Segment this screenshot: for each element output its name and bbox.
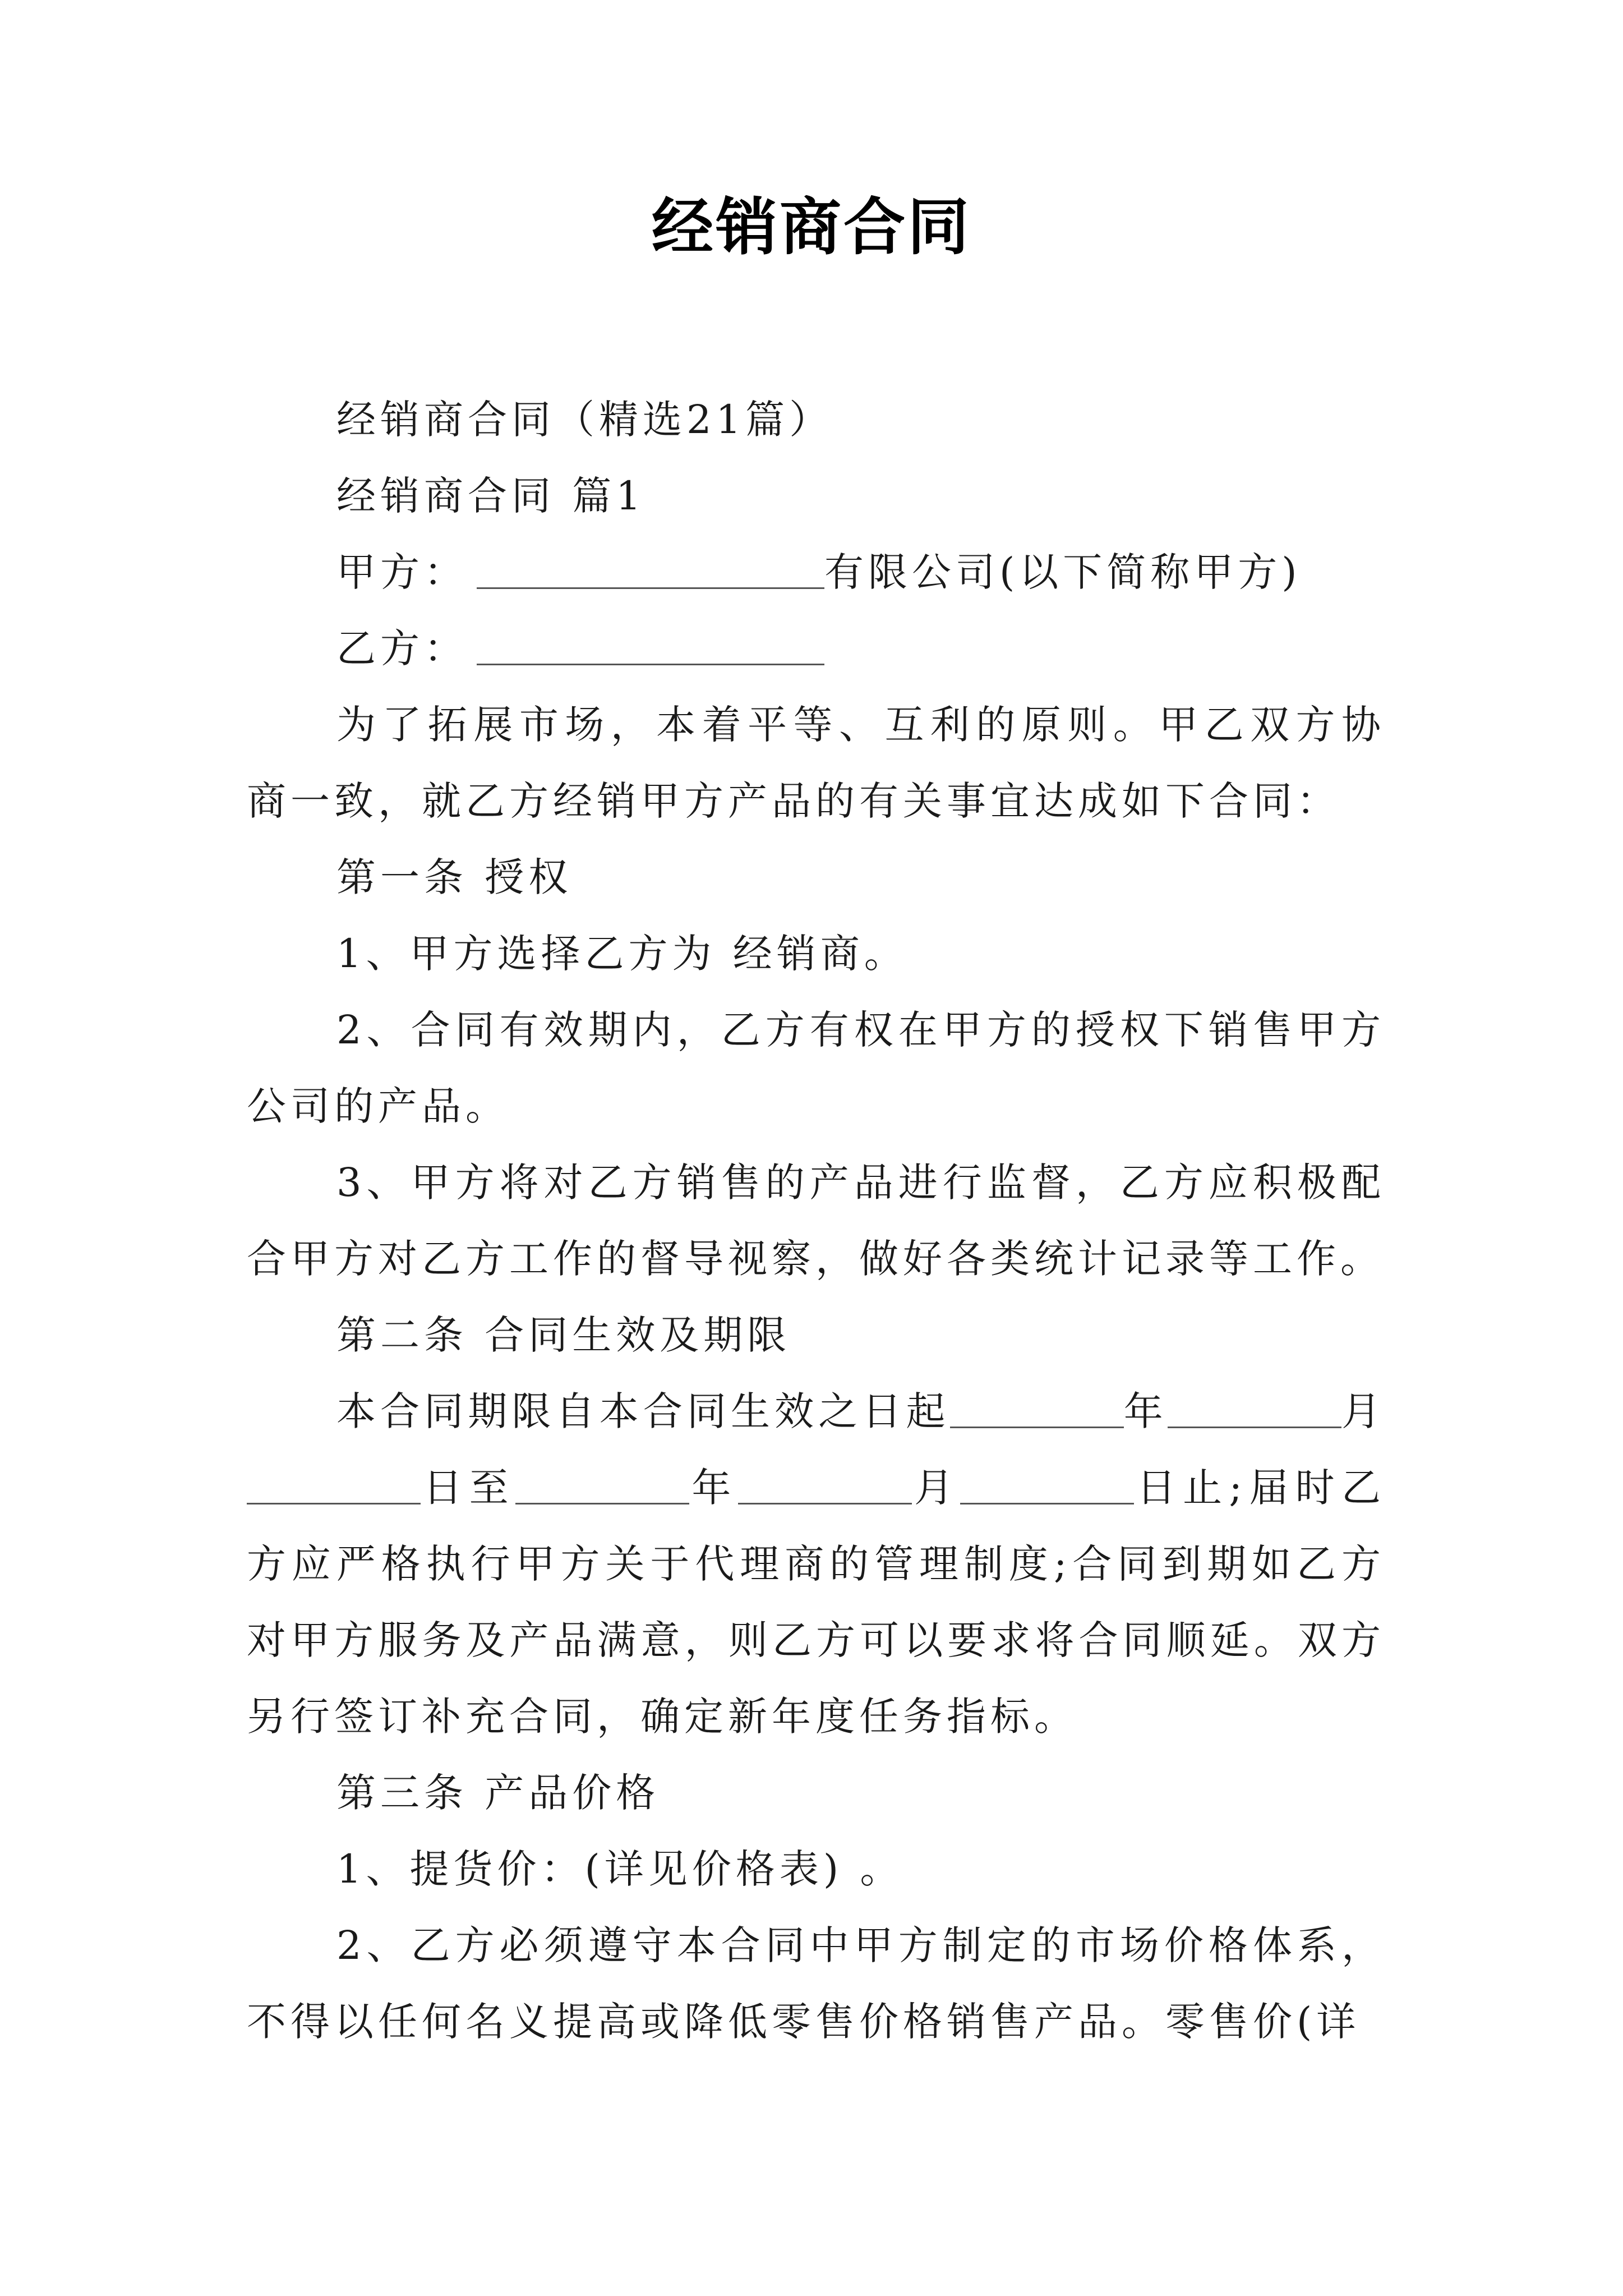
party-b-label: 乙方：: [336, 625, 468, 671]
article1-item-3: 3、甲方将对乙方销售的产品进行监督，乙方应积极配合甲方对乙方工作的督导视察，做好各类统计记录等工作。: [247, 1159, 1385, 1282]
term-month-2: 月: [911, 1465, 961, 1511]
term-day-2: 日止;届时乙方应严格执行甲方关于代理商的管理制度;合同到期如乙方对甲方服务及产品满意，则乙方可以要求将合同顺延。双方另行签订补充合同，确定新年度任务指标。: [247, 1465, 1386, 1740]
party-a-blank: [477, 542, 824, 589]
party-a-label: 甲方：: [336, 549, 468, 595]
start-month-blank: [1168, 1382, 1341, 1428]
term-day-1: 日至: [421, 1465, 516, 1511]
document-body: [247, 381, 1385, 2060]
party-b-blank: [477, 619, 824, 665]
document-title: 经销商合同: [652, 191, 971, 263]
term-year-1: 年: [1123, 1388, 1168, 1434]
start-day-blank: [247, 1458, 421, 1504]
article3-heading: 第三条 产品价格: [336, 1770, 660, 1816]
party-a-line: [247, 534, 1385, 610]
end-day-blank: [960, 1458, 1134, 1504]
article2-heading: 第二条 合同生效及期限: [336, 1312, 791, 1358]
document-subtitle: 经销商合同（精选21篇）: [336, 397, 833, 443]
term-text-1: 本合同期限自本合同生效之日起: [336, 1388, 950, 1434]
article1-heading: 第一条 授权: [336, 854, 573, 900]
article3-item-2: 2、乙方必须遵守本合同中甲方制定的市场价格体系，不得以任何名义提高或降低零售价格销售产品。零售价(详: [247, 1922, 1385, 2045]
article3-item-1: 1、提货价：(详见价格表) 。: [336, 1846, 904, 1892]
end-year-blank: [515, 1458, 689, 1504]
article1-item-1: 1、甲方选择乙方为 经销商。: [336, 931, 908, 977]
term-month-1: 月: [1341, 1388, 1386, 1434]
end-month-blank: [738, 1458, 912, 1504]
party-b-line: [247, 610, 1385, 687]
term-year-2: 年: [689, 1465, 738, 1511]
start-year-blank: [950, 1382, 1124, 1428]
section-heading: 经销商合同 篇1: [336, 473, 645, 519]
intro-paragraph: 为了拓展市场，本着平等、互利的原则。甲乙双方协商一致，就乙方经销甲方产品的有关事宜达成如下合同：: [247, 702, 1385, 824]
article1-item-2: 2、合同有效期内，乙方有权在甲方的授权下销售甲方公司的产品。: [247, 1007, 1385, 1129]
party-a-suffix: 有限公司(以下简称甲方): [824, 549, 1302, 595]
article2-term-paragraph: [247, 1373, 1385, 1755]
